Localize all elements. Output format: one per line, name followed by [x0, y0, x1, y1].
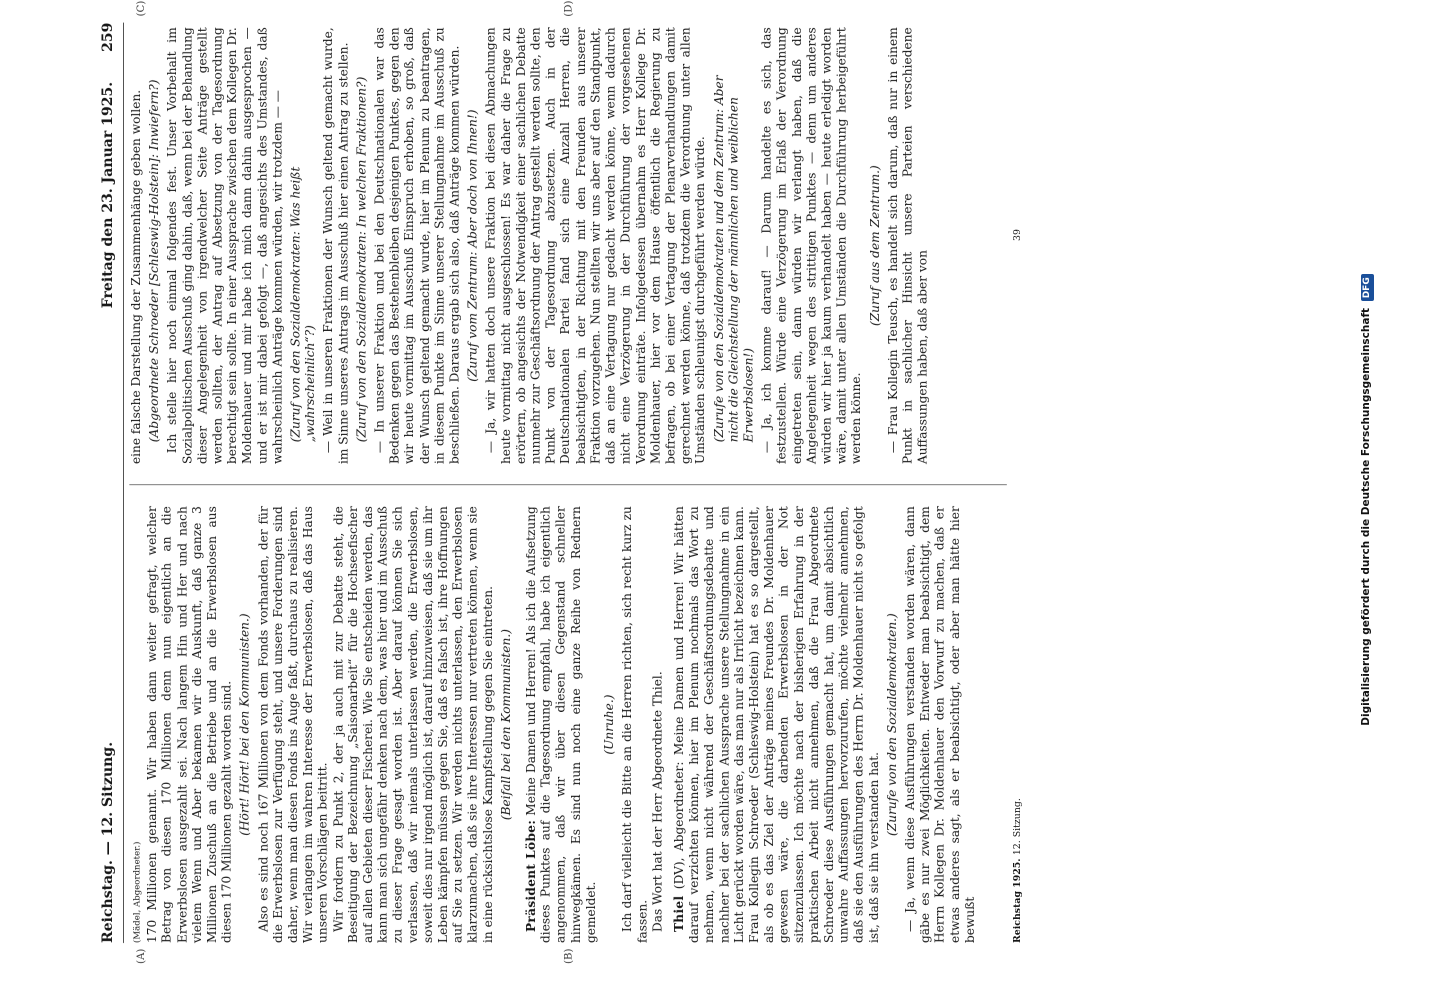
paragraph: Ich stelle hier noch einmal folgendes fest. Unser Vorbehalt im Sozialpolitischen Ausschuß ging dahin, daß, wenn bei der Behandlung dieser Angelegenheit von irgendwelcher Seite Anträge gestellt werden sollten, der Antrag auf Absetzung von der Tagesordnung berechtigt sein sollte. In einer Aussprache zwischen dem Kollegen Dr. Moldenhauer und mir habe ich mich dann dahin ausgesprochen — und er ist mir dabei gefolgt —, daß angesichts des Umstandes, daß wahrscheinlich Anträge kommen würden, wir trotzdem — — [165, 27, 285, 465]
speaker-tag: (Mädel, Abgeordneter.) [131, 841, 142, 943]
paragraph: — Ja, ich komme darauf! — Darum handelte es sich, das festzustellen. Würde eine Verzögerung im Erlaß der Verordnung eingetreten sein, dann würden wir verlangt haben, daß die Angelegenheit wegen des strittigen Punktes — denn um anderes würden wir hier ja kaum verhandelt haben — heute erledigt worden wäre, damit unter allen Umständen die Durchführung herbeigeführt werden könne. [759, 27, 864, 465]
interjection: (Zurufe von den Sozialdemokraten.) [884, 613, 899, 836]
speech-thiel [671, 506, 881, 943]
header-date: Freitag den 23. Januar 1925. [99, 81, 117, 309]
right-column [129, 27, 930, 464]
paragraph: 170 Millionen genannt. Wir haben dann weiter gefragt, welcher Betrag von diesen 170 Millionen denn nun eigentlich an die Erwerbslosen ausgezahlt sei. Nach langem Hin und Her und nach vielem Wenn und Aber bekamen wir die Auskunft, daß ganze 3 Millionen Zuschuß an die Betriebe und an die Erwerbslosen aus diesen 170 Millionen gezahlt worden sind. [145, 506, 235, 943]
paragraph-text: Meine Damen und Herren! Als ich die Aufsetzung dieses Punktes auf die Tagesordnung empfahl, habe ich eigentlich angenommen, daß wir über diesen Gegenstand schneller hinwegkämen. Es sind nun noch eine ganze Reihe von Rednern gemeldet. [524, 506, 599, 943]
margin-mark-a: (A) [135, 948, 148, 964]
paragraph: — Ja, wir hatten doch unsere Fraktion bei diesen Abmachungen heute vormittag nicht ausgeschlossen! Es war daher die Frage zu erörtern, ob angesichts der Notwendigkeit einer sachlichen Debatte nunmehr zur Geschäftsordnung der Antrag gestellt werden sollte, den Punkt von der Tagesordnung abzusetzen. Auch in der Deutschnationalen Partei fand sich eine Anzahl Herren, die beabsichtigten, in der Richtung mit den Freunden aus unserer Fraktion vorzugehen. Nun stellten wir uns aber auf den Standpunkt, daß an eine Vertagung nur gedacht werden könne, wenn dadurch nicht eine Verzögerung in der Durchführung der vorgesehenen Verordnung einträte. Infolgedessen übernahm es Herr Kollege Dr. Moldenhauer, hier vor dem Hause öffentlich die Regierung zu befragen, ob bei einer Vertagung der Plenarverhandlungen damit gerechnet werden könne, daß trotzdem die Verordnung unter allen Umständen schleunigst durchgeführt werden würde. [483, 27, 708, 465]
paragraph: — Frau Kollegin Teusch, es handelt sich darum, daß nur in einem Punkt in sachlicher Hinsicht unsere Parteien verschiedene Auffassungen haben, daß aber von [885, 27, 930, 465]
paragraph: eine falsche Darstellung der Zusammenhänge geben wollen. [129, 89, 144, 465]
interjection: (Abgeordnete Schroeder [Schleswig-Holstein]: Inwiefern?) [147, 79, 162, 443]
interjection: (Hört! Hört! bei den Kommunisten.) [238, 613, 253, 836]
footer-signature [1011, 798, 1022, 943]
paragraph: Wir fordern zu Punkt 2, der ja auch mit zur Debatte steht, die Beseitigung der Bezeichnung „Saisonarbeit“ für die Hochseefischer auf allen Gebieten dieser Fischerei. Wie Sie entscheiden werden, das kann man sich ungefähr denken nach dem, was hier und im Ausschuß zu dieser Frage gesagt worden ist. Aber darauf können Sie sich verlassen, daß wir niemals unterlassen werden, die Erwerbslosen, soweit dies nur irgend möglich ist, darauf hinzuweisen, daß sie um ihr Leben kämpfen müssen gegen Sie, daß es falsch ist, ihre Hoffnungen auf Sie zu setzen. Wir werden nichts unterlassen, den Erwerbslosen klarzumachen, daß sie ihre Interessen nur vertreten können, wenn sie in eine rücksichtslose Kampfstellung gegen Sie eintreten. [331, 506, 495, 943]
margin-mark-c: (C) [135, 0, 148, 17]
interjection: (Zuruf vom Zentrum: Aber doch von Ihnen!) [465, 109, 480, 382]
header-left: Reichstag. — 12. Sitzung. [99, 741, 117, 943]
digitization-credit [1360, 0, 1382, 1000]
interjection: (Zurufe von den Sozialdemokraten und dem Zentrum: Aber nicht die Gleichstellung der männlichen und weiblichen Erwerbslosen!) [711, 75, 756, 443]
footer-sitzung: 12. Sitzung. [1011, 798, 1023, 856]
dfg-logo: DFG [1361, 274, 1374, 301]
interjection: (Zuruf von den Sozialdemokraten: Was heißt „wahrscheinlich“?) [288, 166, 318, 443]
paragraph: — In unserer Fraktion und bei den Deutschnationalen war das Bedenken gegen das Bestehenbleiben desjenigen Punktes, gegen den wir heute vormittag im Ausschuß Einspruch erhoben, so groß, daß der Wunsch geltend gemacht wurde, hier im Plenum zu beantragen, in diesem Punkte im Sinne unserer Stellungnahme im Ausschuß zu beschließen. Daraus ergab sich also, daß Anträge kommen würden. [372, 27, 462, 465]
speaker-name: Thiel [671, 895, 687, 933]
interjection: (Zuruf aus dem Zentrum.) [867, 165, 882, 327]
page-header [95, 23, 124, 943]
column-divider [129, 484, 1006, 485]
paragraph: Das Wort hat der Herr Abgeordnete Thiel. [650, 671, 665, 933]
margin-mark-d: (D) [563, 0, 575, 17]
interjection: (Beifall bei den Kommunisten.) [498, 629, 513, 821]
speech-president [523, 506, 599, 943]
speaker-name: Präsident Löbe: [523, 819, 539, 933]
left-column [129, 506, 978, 943]
sheet-number: 39 [1011, 229, 1023, 241]
interjection: (Unruhe.) [602, 694, 617, 755]
paragraph: — Ja, wenn diese Ausführungen verstanden worden wären, dann gäbe es nur zwei Möglichkeiten. Entweder man beabsichtigt, dem Herrn Kollegen Dr. Moldenhauer den Vorwurf zu machen, daß er etwas anderes sagt, als er beabsichtigt, oder aber man hätte hier bewußt [903, 506, 977, 943]
paragraph: Ich darf vielleicht die Bitte an die Herren richten, sich recht kurz zu fassen. [620, 506, 650, 943]
margin-mark-b: (B) [563, 948, 575, 964]
credit-text: Digitalisierung gefördert durch die Deutsche Forschungsgemeinschaft [1360, 307, 1372, 726]
paragraph: — Weil in unseren Fraktionen der Wunsch geltend gemacht wurde, im Sinne unseres Antrags im Ausschuß hier einen Antrag zu stellen. [321, 27, 351, 465]
footer-reichstag: Reichstag 1925. [1011, 858, 1023, 943]
interjection: (Zuruf von den Sozialdemokraten: In welchen Fraktionen?) [354, 76, 369, 443]
page-content [95, 0, 1023, 964]
paragraph-text: (DV), Abgeordneter: Meine Damen und Herren! Wir hätten darauf verzichten können, hier im Plenum nochmals das Wort zu nehmen, wenn nicht während der Geschäftsordnungsdebatte und nachher bei der sachlichen Aussprache unsere Stellungnahme in ein Licht gerückt worden wäre, das man nur als Irrlicht bezeichnen kann. Frau Kollegin Schroeder (Schleswig-Holstein) hat es so dargestellt, als ob es das Ziel der Anträge meines Freundes Dr. Moldenhauer gewesen wäre, die darbenden Erwerbslosen in der Not sitzenzulassen. Ich möchte nach der bisherigen Erfahrung in der praktischen Arbeit nicht annehmen, daß die Frau Abgeordnete Schroeder diese Ausführungen gemacht hat, um damit absichtlich unwahre Auffassungen hervorzurufen, möchte vielmehr annehmen, daß sie den Ausführungen des Herrn Dr. Moldenhauer nicht so gefolgt ist, daß sie ihn verstanden hat. [672, 506, 881, 943]
paragraph: Also es sind noch 167 Millionen von dem Fonds vorhanden, der für die Erwerbslosen zur Verfügung steht, und unsere Forderungen sind daher, wenn man diesen Fonds ins Auge faßt, durchaus zu realisieren. Wir verlangen im wahren Interesse der Erwerbslosen, daß das Haus unseren Vorschlägen beitritt. [256, 506, 331, 943]
page-number: 259 [99, 22, 117, 52]
